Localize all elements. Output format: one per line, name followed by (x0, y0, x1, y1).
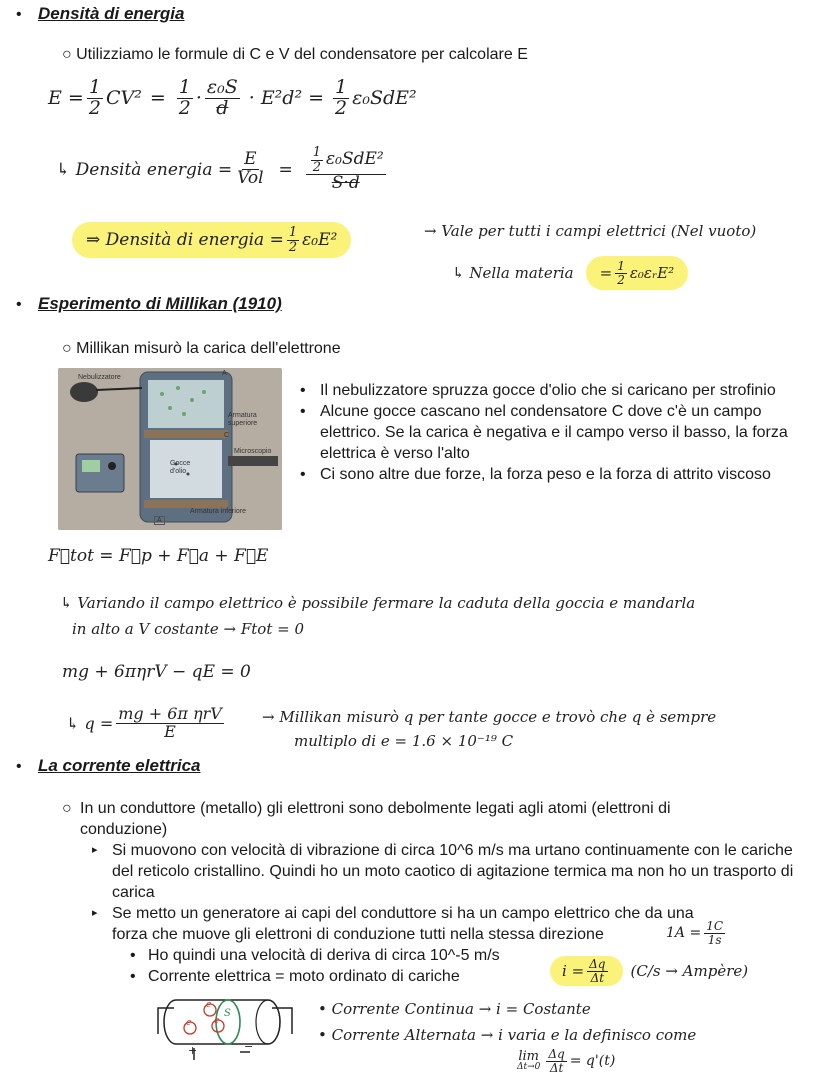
energy-formula-2: ↳ Densità energia = $\frac{E}{\text{Vol}}$ = $\frac{1}{2}$ ε₀SdE² S·d (56, 145, 384, 194)
surface-label: S (224, 1008, 231, 1019)
electron-label: e (186, 1018, 192, 1028)
energy-note-matter: ↳ Nella materia = $\frac{1}{2}$ ε₀εᵣE² (452, 256, 688, 290)
millikan-note-line2: in alto a V costante → Ftot = 0 (72, 620, 305, 638)
section-bullet: • (16, 6, 22, 23)
electron-label: e (206, 1000, 212, 1010)
conductor-diagram (150, 994, 300, 1064)
q-note-line1: → Millikan misurò q per tante gocce e trovò che q è sempre (262, 708, 717, 726)
minus-terminal: − (244, 1040, 254, 1053)
hollow-bullet: ○ (62, 46, 77, 63)
section-title-millikan: Esperimento di Millikan (1910) (38, 294, 282, 313)
electron-label: e (214, 1016, 220, 1026)
current-formula-highlight: i = $\frac{\Delta q}{\Delta t}$ (550, 956, 623, 986)
energy-formula-1: E = $\frac{1}{2}$ CV² = $\frac{1}{2}$ · $\frac{\text{ε₀S}}{d}$ · E²d² = $\frac{1}{2}$ ε₀SdE² (48, 76, 417, 119)
ampere-definition: 1A = $\frac{1C}{1s}$ (666, 919, 724, 947)
section-title-energy: Densità di energia (38, 4, 185, 23)
list-item: • Corrente elettrica = moto ordinato di cariche (130, 968, 460, 985)
millikan-bullet-list (300, 380, 812, 485)
ac-current-note: • Corrente Alternata → i varia e la definisco come (318, 1026, 697, 1044)
force-balance: mg + 6πηrV − qE = 0 (62, 662, 251, 682)
conductor-drawing (150, 994, 300, 1064)
section-bullet: • (16, 758, 22, 775)
current-sub-2: ▸ Se metto un generatore ai capi del conduttore si ha un campo elettrico che da una forza che muove gli elettroni di conduzione tutti nella stessa direzione (92, 905, 694, 943)
section-bullet: • (16, 296, 22, 313)
hollow-bullet: ○ (62, 800, 72, 817)
dc-current-note: • Corrente Continua → i = Costante (318, 1000, 591, 1018)
matter-formula-highlight: = $\frac{1}{2}$ ε₀εᵣE² (586, 256, 689, 290)
list-item: • Ci sono altre due forze, la forza peso e la forza di attrito viscoso (300, 466, 771, 483)
intro-millikan: ○ Millikan misurò la carica dell'elettrone (62, 340, 341, 357)
force-sum: F⃗tot = F⃗p + F⃗a + F⃗E (48, 546, 269, 566)
list-item: • Alcune gocce cascano nel condensatore C dove c'è un campo elettrico. Se la carica è negativa e il campo verso il basso, la forza elettrica è verso l'alto (300, 403, 788, 462)
hollow-bullet: ○ (62, 340, 77, 357)
limit-formula: lim Δt→0 $\frac{\Delta q}{\Delta t}$ = q'(t) (517, 1047, 616, 1075)
current-sub-1: ▸ Si muovono con velocità di vibrazione di circa 10^6 m/s ma urtano continuamente con le cariche del reticolo cristallino. Quindi ho un moto caotico di agitazione termica ma non ho un trasporto di carica (92, 842, 794, 901)
plus-terminal: + (188, 1044, 198, 1057)
q-note-line2: multiplo di e = 1.6 × 10⁻¹⁹ C (294, 732, 514, 750)
current-formula: i = $\frac{\Delta q}{\Delta t}$ (C/s → Ampère) (550, 956, 748, 986)
energy-note-vacuum: → Vale per tutti i campi elettrici (Nel vuoto) (424, 222, 757, 240)
list-item: • Ho quindi una velocità di deriva di circa 10^-5 m/s (130, 947, 500, 964)
section-title-current: La corrente elettrica (38, 756, 201, 775)
current-dot-list (130, 945, 550, 987)
millikan-note-line1: ↳ Variando il campo elettrico è possibile fermare la caduta della goccia e mandarla (60, 594, 696, 612)
list-item: • Il nebulizzatore spruzza gocce d'olio che si caricano per strofinio (300, 382, 776, 399)
intro-current: ○ In un conduttore (metallo) gli elettroni sono debolmente legati agli atomi (elettroni di conduzione) (62, 800, 671, 838)
intro-energy: ○ Utilizziamo le formule di C e V del condensatore per calcolare E (62, 46, 528, 63)
millikan-apparatus-image: Nebulizzatore A Armatura superiore C Microscopio Gocce d'olio Armatura inferiore A (58, 368, 282, 530)
energy-result-highlight: ⇒ Densità di energia = $\frac{1}{2}$ ε₀E² (72, 222, 351, 258)
q-formula: ↳ q = $\frac{\text{mg + 6π ηrV}}{E}$ (66, 704, 222, 741)
